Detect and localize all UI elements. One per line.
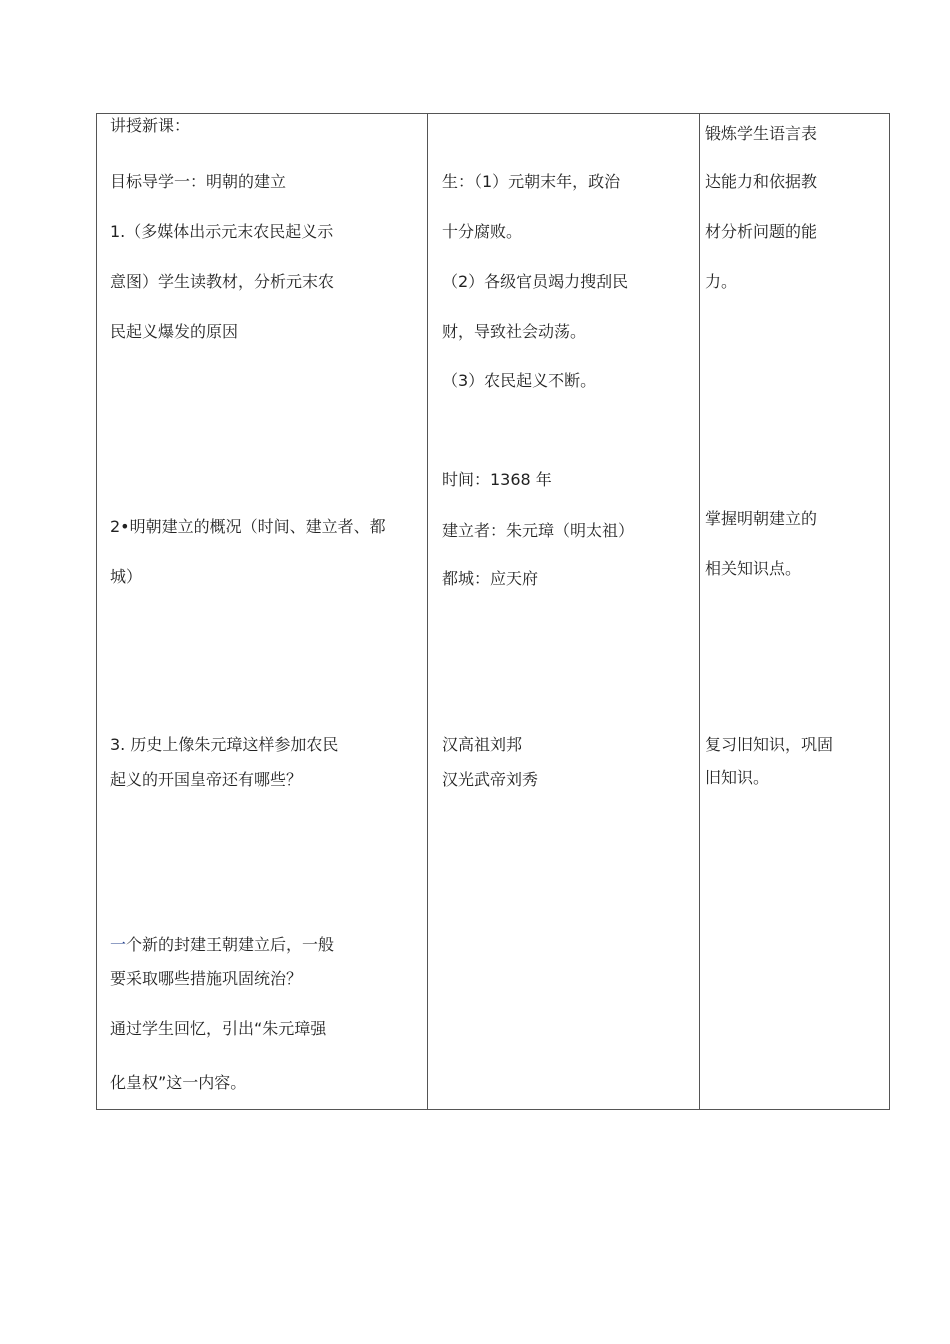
item4-first-char: 一 <box>110 935 127 954</box>
answer1-line5: （3）农民起义不断。 <box>442 371 597 390</box>
column-divider-2 <box>699 114 700 1109</box>
item2-line1: 2•明朝建立的概况（时间、建立者、都 <box>110 517 386 536</box>
item4-line2: 要采取哪些措施巩固统治？ <box>110 969 303 988</box>
purpose1-line1: 锻炼学生语言表 <box>705 124 818 143</box>
answer1-line2: 十分腐败。 <box>442 222 523 241</box>
purpose2-line1: 掌握明朝建立的 <box>705 509 818 528</box>
item4-line3: 通过学生回忆，引出“朱元璋强 <box>110 1019 327 1038</box>
purpose1-line2: 达能力和依据教 <box>705 172 818 191</box>
item2-line2: 城） <box>110 567 143 586</box>
purpose1-line4: 力。 <box>705 272 738 291</box>
item1-line1: 1.（多媒体出示元末农民起义示 <box>110 222 334 241</box>
purpose1-line3: 材分析问题的能 <box>705 222 818 241</box>
purpose2-line2: 相关知识点。 <box>705 559 802 578</box>
answer3-line1: 汉高祖刘邦 <box>442 735 523 754</box>
answer1-line3: （2）各级官员竭力搜刮民 <box>442 272 629 291</box>
lesson-table <box>96 113 890 1110</box>
item4-line1-text: 个新的封建王朝建立后，一般 <box>126 935 335 954</box>
goal-title: 目标导学一：明朝的建立 <box>110 172 287 191</box>
answer1-line1: 生：（1）元朝末年，政治 <box>442 172 621 191</box>
answer2-founder: 建立者：朱元璋（明太祖） <box>442 521 635 540</box>
item3-line2: 起义的开国皇帝还有哪些？ <box>110 770 303 789</box>
answer3-line2: 汉光武帝刘秀 <box>442 770 539 789</box>
column-divider-1 <box>427 114 428 1109</box>
item4-line4: 化皇权”这一内容。 <box>110 1073 247 1092</box>
purpose3-line1: 复习旧知识，巩固 <box>705 735 834 754</box>
answer2-time: 时间：1368 年 <box>442 470 552 489</box>
purpose3-line2: 旧知识。 <box>705 768 770 787</box>
item3-line1: 3. 历史上像朱元璋这样参加农民 <box>110 735 339 754</box>
item1-line2: 意图）学生读教材，分析元末农 <box>110 272 335 291</box>
answer2-capital: 都城：应天府 <box>442 569 539 588</box>
answer1-line4: 财，导致社会动荡。 <box>442 322 587 341</box>
item1-line3: 民起义爆发的原因 <box>110 322 239 341</box>
item4-line1 <box>110 935 334 955</box>
section-heading: 讲授新课： <box>110 116 191 135</box>
